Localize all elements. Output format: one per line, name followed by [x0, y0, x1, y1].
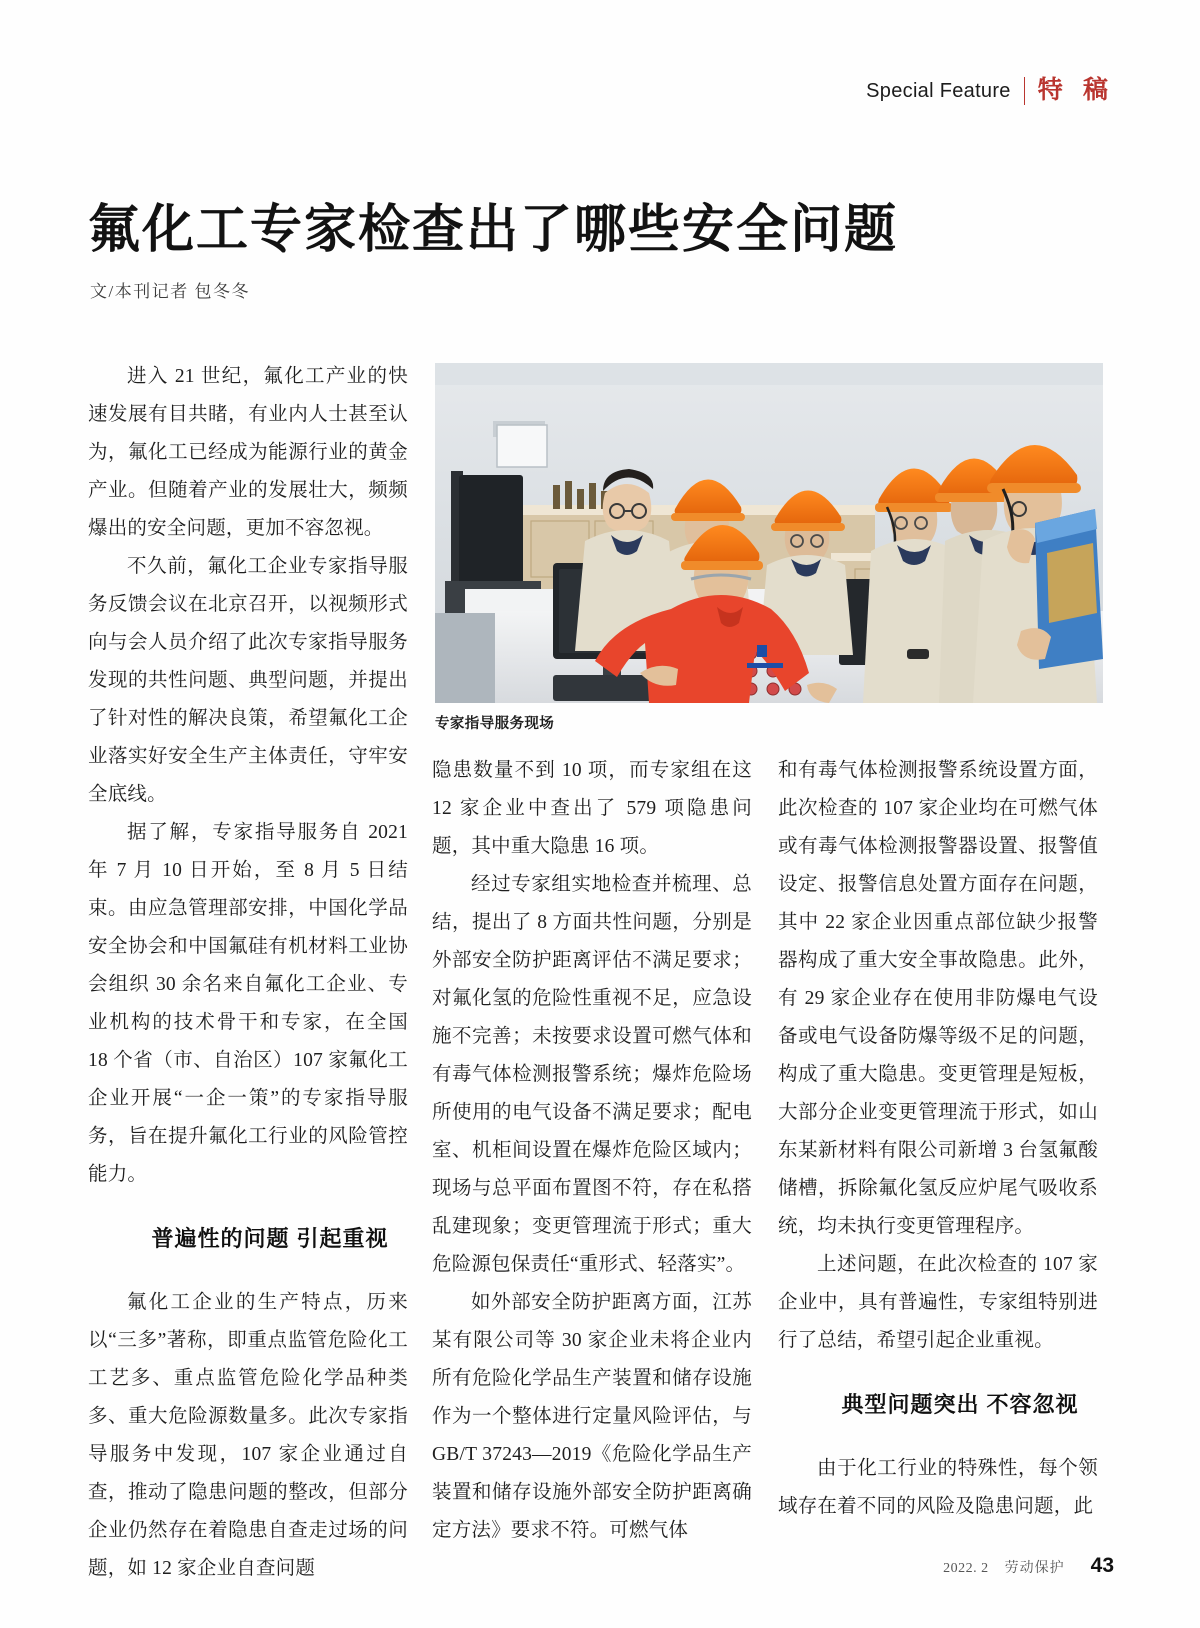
photo-caption: 专家指导服务现场	[435, 716, 555, 732]
paragraph: 上述问题，在此次检查的 107 家企业中，具有普遍性，专家组特别进行了总结，希望引起企业重视。	[778, 1254, 1098, 1351]
subheading-1: 普遍性的问题 引起重视	[151, 1226, 389, 1251]
paragraph: 不久前，氟化工企业专家指导服务反馈会议在北京召开，以视频形式向与会人员介绍了此次专家指导服务发现的共性问题、典型问题，并提出了针对性的解决良策，希望氟化工企业落实好安全生产主体责任，守牢安全底线。	[88, 556, 408, 805]
page-title: 氟化工专家检查出了哪些安全问题	[88, 201, 899, 259]
paragraph: 氟化工企业的生产特点，历来以“三多”著称，即重点监管危险化工工艺多、重点监管危险化学品种类多、重大危险源数量多。此次专家指导服务中发现，107 家企业通过自查，推动了隐患问题的整改，但部分企业仍然存在着隐患自查走过场的问题，如 12 家企业自查问题	[88, 1292, 408, 1579]
page-footer	[943, 1554, 1114, 1578]
section-header-english: Special Feature	[866, 80, 1011, 102]
section-header	[866, 74, 1115, 108]
paragraph: 隐患数量不到 10 项，而专家组在这 12 家企业中查出了 579 项隐患问题，其中重大隐患 16 项。	[432, 760, 752, 857]
paragraph: 经过专家组实地检查并梳理、总结，提出了 8 方面共性问题，分别是外部安全防护距离评估不满足要求；对氟化氢的危险性重视不足，应急设施不完善；未按要求设置可燃气体和有毒气体检测报警系统；爆炸危险场所使用的电气设备不满足要求；配电室、机柜间设置在爆炸危险区域内；现场与总平面布置图不符，存在私搭乱建现象；变更管理流于形式；重大危险源包保责任“重形式、轻落实”。	[432, 874, 752, 1275]
paragraph: 由于化工行业的特殊性，每个领域存在着不同的风险及隐患问题，此	[778, 1458, 1098, 1517]
article-column-1	[88, 358, 408, 1579]
page-number: 43	[1090, 1554, 1114, 1577]
byline: 文/本刊记者 包冬冬	[90, 282, 250, 301]
paragraph: 据了解，专家指导服务自 2021 年 7 月 10 日开始，至 8 月 5 日结束。由应急管理部安排，中国化学品安全协会和中国氟硅有机材料工业协会组织 30 余名来自氟化工企业、专业机构的技术骨干和专家，在全国 18 个省（市、自治区）107 家氟化工企业开展“一企一策”的专家指导服务，旨在提升氟化工行业的风险管控能力。	[88, 822, 408, 1185]
article-column-3	[778, 752, 1098, 1517]
paragraph: 进入 21 世纪，氟化工产业的快速发展有目共睹，有业内人士甚至认为，氟化工已经成为能源行业的黄金产业。但随着产业的发展壮大，频频爆出的安全问题，更加不容忽视。	[88, 366, 408, 539]
footer-issue: 2022. 2	[943, 1561, 989, 1576]
control-room-photo-illustration	[435, 363, 1103, 703]
section-header-chinese: 特 稿	[1037, 77, 1115, 104]
paragraph: 和有毒气体检测报警系统设置方面，此次检查的 107 家企业均在可燃气体或有毒气体检测报警器设置、报警值设定、报警信息处置方面存在问题，其中 22 家企业因重点部位缺少报警器构成了重大安全事故隐患。此外，有 29 家企业存在使用非防爆电气设备或电气设备防爆等级不足的问题，构成了重大隐患。变更管理是短板，大部分企业变更管理流于形式，如山东某新材料有限公司新增 3 台氢氟酸储槽，拆除氟化氢反应炉尾气吸收系统，均未执行变更管理程序。	[778, 760, 1098, 1237]
header-divider	[1024, 77, 1025, 105]
article-column-2	[432, 752, 752, 1541]
article-photo	[435, 363, 1103, 703]
footer-magazine-name: 劳动保护	[1004, 1561, 1065, 1576]
paragraph: 如外部安全防护距离方面，江苏某有限公司等 30 家企业未将企业内所有危险化学品生产装置和储存设施作为一个整体进行定量风险评估，与 GB/T 37243—2019《危险化学品生产装置和储存设施外部安全防护距离确定方法》要求不符。可燃气体	[432, 1292, 752, 1541]
subheading-2: 典型问题突出 不容忽视	[841, 1392, 1079, 1417]
